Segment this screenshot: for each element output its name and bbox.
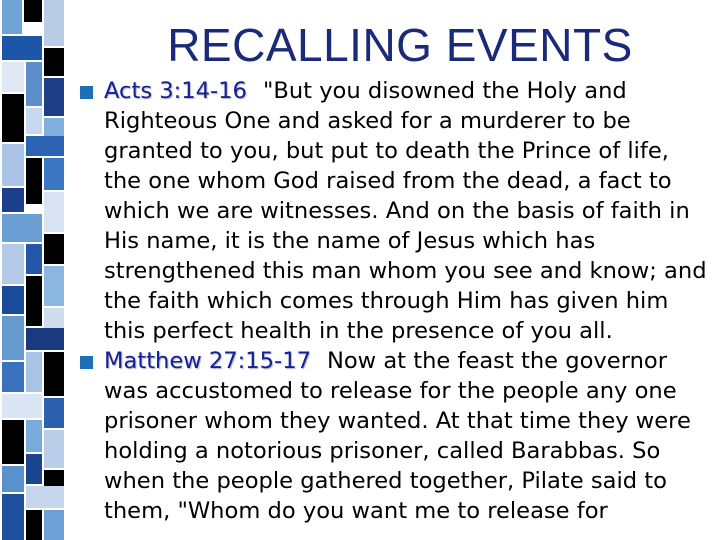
bullet-item — [80, 346, 708, 526]
decorative-strip — [0, 0, 64, 540]
bullet-list — [80, 76, 708, 526]
bullet-item — [80, 76, 708, 346]
scripture-reference: Matthew 27:15-17 — [104, 348, 311, 374]
slide-title: RECALLING EVENTS — [167, 19, 633, 71]
square-bullet-icon — [80, 86, 93, 99]
bullet-text: "But you disowned the Holy and Righteous One and asked for a murderer to be granted to you, but put to death the Prince of life, the one whom God raised from the dead, a fact to which we are witnesses. And on the basis of faith in His name, it is the name of Jesus which has strengthened this man whom you see and know; and the faith which comes through Him has given him this perfect health in the presence of you all. — [104, 78, 707, 344]
square-bullet-icon — [80, 356, 93, 369]
scripture-reference: Acts 3:14-16 — [104, 78, 247, 104]
bullet-text: Now at the feast the governor was accustomed to release for the people any one prisoner whom they wanted. At that time they were holding a notorious prisoner, called Barabbas. So when the people gathered together, Pilate said to them, "Whom do you want me to release for — [104, 348, 691, 524]
